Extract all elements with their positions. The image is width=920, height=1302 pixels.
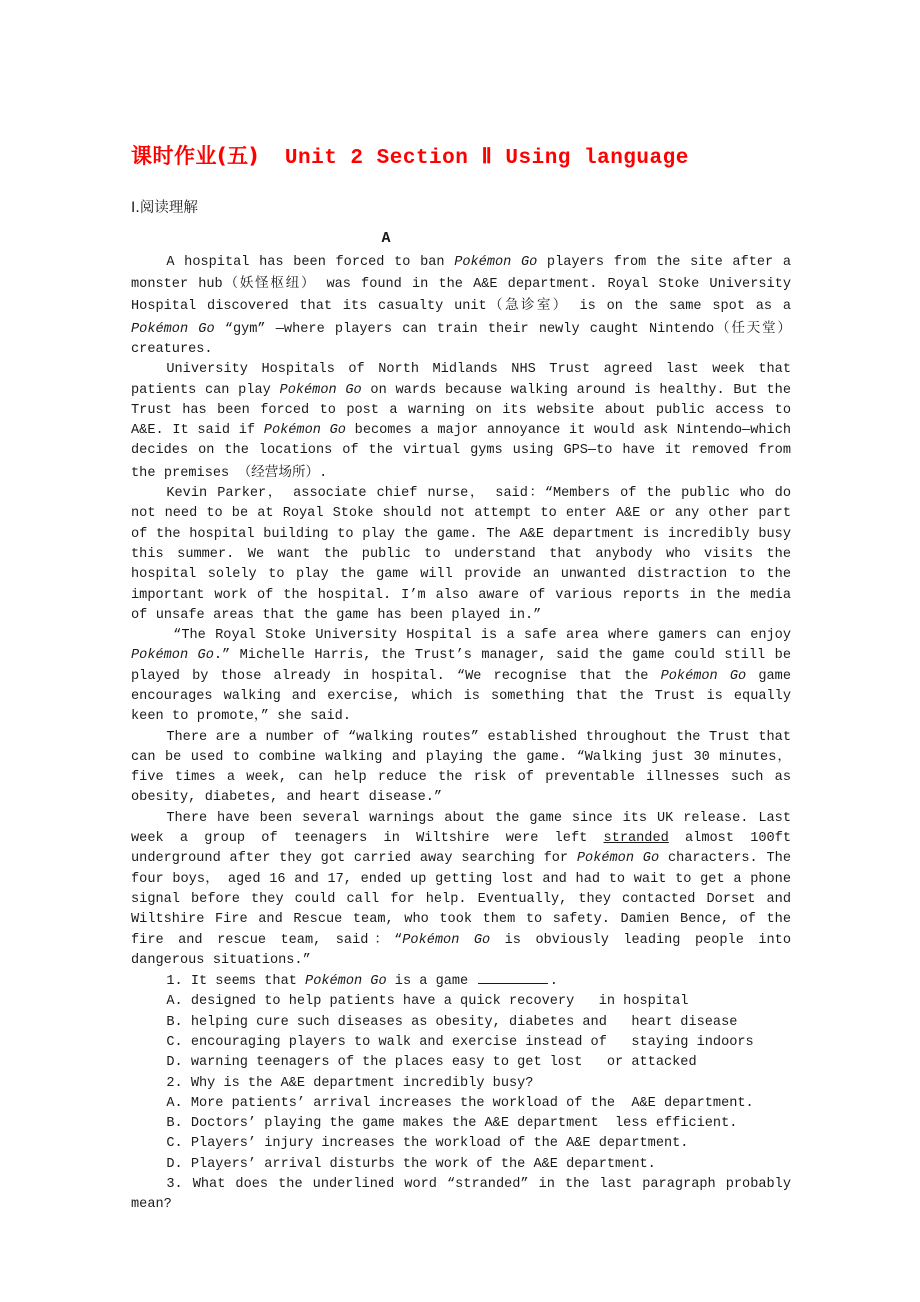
question-option[interactable]: B. helping cure such diseases as obesity, diabetes and heart disease	[166, 1014, 738, 1030]
answer-blank[interactable]	[478, 971, 549, 984]
italic-term: Pokémon Go	[454, 254, 538, 270]
questions-container	[131, 971, 791, 1216]
text-run: “The Royal Stoke University Hospital is a safe area where gamers can enjoy	[173, 628, 791, 644]
passage-letter: A	[381, 229, 391, 247]
passage-paragraph	[131, 728, 791, 809]
text-run: 1. It seems that	[166, 974, 306, 990]
italic-term: Pokémon Go	[576, 851, 660, 867]
passage-paragraph	[131, 809, 791, 971]
text-run: is a game	[386, 974, 477, 990]
text-run: .	[549, 974, 558, 990]
question-option[interactable]: C. encouraging players to walk and exercise instead of staying indoors	[166, 1034, 754, 1050]
document-body	[131, 198, 791, 1216]
chinese-gloss: （急诊室）	[486, 297, 569, 314]
text-run: A hospital has been forced to ban	[166, 254, 455, 270]
text-run: is on the same spot as a	[568, 299, 792, 315]
italic-term: Pokémon Go	[305, 974, 387, 990]
passage-paragraph	[131, 360, 791, 484]
underlined-word: stranded	[603, 831, 669, 847]
text-run: becomes a major annoyance it would ask Nintendo—which decides on the locations of the virtual gyms using GPS—to have it removed from the premises	[131, 423, 792, 481]
text-run: .” Michelle Harris, the Trust’s manager, said the game could still be played by those already in hospital. “We recognise that the	[131, 648, 791, 684]
text-run: was found in the A&E department. Royal Stoke University Hospital discovered that its casualty unit	[131, 277, 791, 315]
italic-term: Pokémon Go	[402, 932, 491, 948]
passage-container	[131, 253, 791, 971]
chinese-gloss: （妖怪枢纽）	[222, 275, 317, 292]
text-run: on wards because walking around is healthy. But the Trust has been forced to post a warning on its website about public access to A&E. It said if	[131, 382, 791, 439]
passage-paragraph	[131, 253, 791, 360]
italic-term: Pokémon Go	[660, 668, 747, 684]
page-title	[131, 140, 791, 170]
text-run: creatures.	[131, 341, 213, 357]
text-run: almost 100ft underground after they got carried away searching for	[131, 831, 792, 867]
question-stem: 3. What does the underlined word “stranded” in the last paragraph probably mean?	[131, 1177, 791, 1213]
passage-paragraph	[131, 484, 791, 626]
italic-term: Pokémon Go	[131, 648, 214, 664]
question-option[interactable]: D. Players’ arrival disturbs the work of the A&E department.	[166, 1156, 656, 1172]
text-run: is obviously leading people into dangerous situations.”	[131, 932, 791, 968]
text-run: Kevin Parker， associate chief nurse， said：“Members of the public who do not need to be at Royal Stoke should not attempt to enter A&E or any other part of the hospital building to play the game. The A&E department is incredibly busy this summer. We want the public to understand that anybody who visits the hospital solely to play the game will provide an unwanted distraction to the important work of the hospital. I’m also aware of various reports in the media of unsafe areas that the game has been played in.”	[131, 486, 791, 623]
text-run: University Hospitals of North Midlands NHS Trust agreed last week that patients can play	[131, 362, 791, 398]
question-option[interactable]: A. More patients’ arrival increases the workload of the A&E department.	[166, 1095, 754, 1111]
text-run: characters. The four boys， aged 16 and 17, ended up getting lost and had to wait to get a phone signal before they could call for help. Eventually, they contacted Dorset and Wiltshire Fire and Rescue team, who took them to safety. Damien Bence, of the fire and rescue team, said：“	[131, 851, 791, 948]
question-option[interactable]: D. warning teenagers of the places easy to get lost or attacked	[166, 1055, 697, 1071]
text-run: There are a number of “walking routes” established throughout the Trust that can be used to combine walking and playing the game. “Walking just 30 minutes， five times a week, can help reduce the risk of preventable illnesses such as obesity, diabetes, and heart disease.”	[131, 729, 791, 806]
text-run: game encourages walking and exercise, which is something that the Trust is equally keen to promote，” she said.	[131, 668, 791, 725]
section-label: Ⅰ.阅读理解	[131, 200, 198, 216]
question-option[interactable]: C. Players’ injury increases the workload of the A&E department.	[166, 1136, 689, 1152]
chinese-gloss: （任天堂）	[714, 319, 791, 336]
text-run: .	[319, 465, 328, 481]
page-title-en: Unit 2 Section Ⅱ Using language	[284, 147, 689, 170]
question-option[interactable]: B. Doctors’ playing the game makes the A&E department less efficient.	[166, 1116, 738, 1132]
italic-term: Pokémon Go	[131, 321, 215, 337]
question-option[interactable]: A. designed to help patients have a quick recovery in hospital	[166, 994, 689, 1010]
italic-term: Pokémon Go	[263, 423, 346, 439]
page-title-cn: 课时作业(五)	[131, 144, 259, 168]
chinese-gloss: （经营场所）	[237, 463, 320, 480]
text-run: There have been several warnings about the game since its UK release. Last week a group of teenagers in Wiltshire were left	[131, 810, 791, 847]
question-stem	[131, 971, 791, 992]
italic-term: Pokémon Go	[279, 382, 362, 398]
question-stem: 2. Why is the A&E department incredibly busy?	[166, 1075, 534, 1091]
text-run: players from the site after a monster hub	[131, 254, 791, 293]
text-run: “gym” —where players can train their newly caught Nintendo	[214, 321, 715, 337]
passage-paragraph	[131, 626, 791, 727]
